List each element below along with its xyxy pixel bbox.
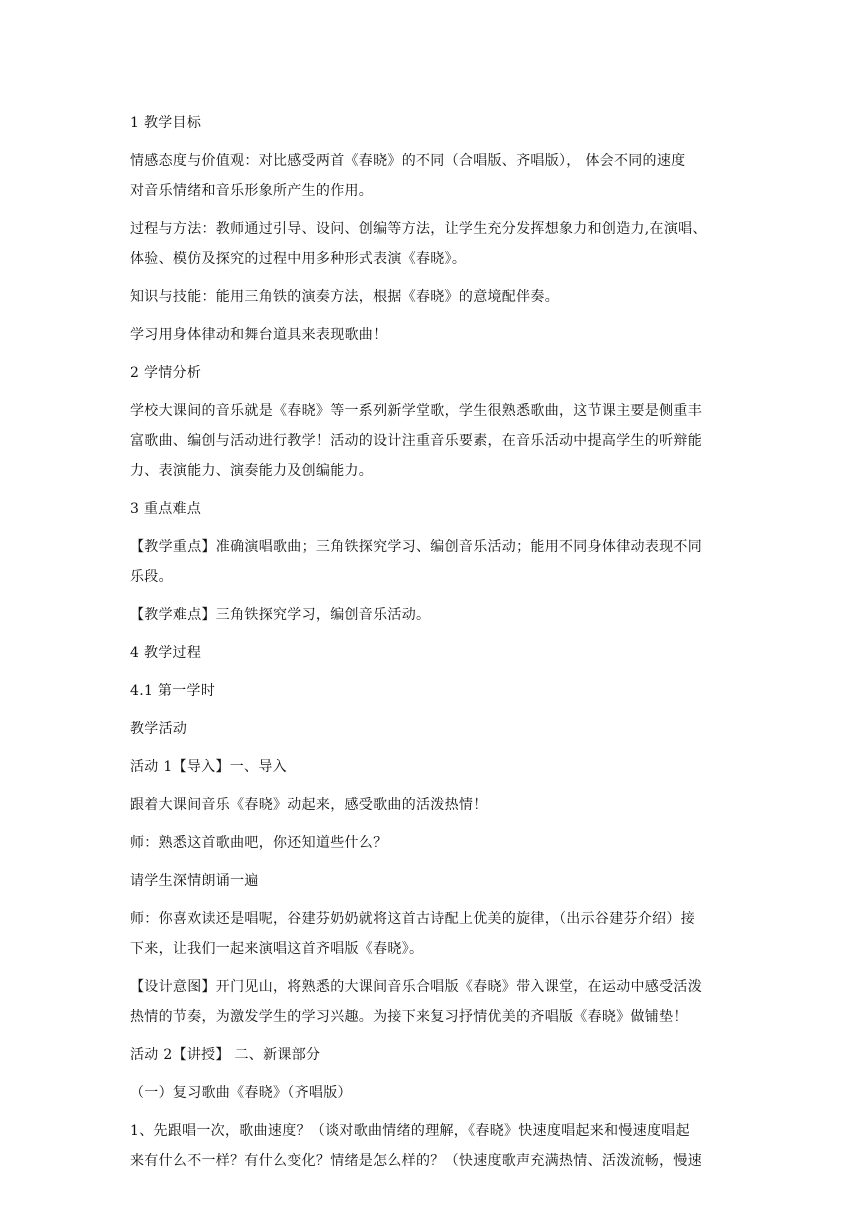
- text-line: 热情的节奏，为激发学生的学习兴趣。为接下来复习抒情优美的齐唱版《春晓》做铺垫！: [130, 1009, 688, 1025]
- text-line: 下来，让我们一起来演唱这首齐唱版《春晓》。: [130, 941, 424, 957]
- text-line: 体验、模仿及探究的过程中用多种形式表演《春晓》。: [130, 251, 467, 267]
- text-line: 【设计意图】开门见山，将熟悉的大课间音乐合唱版《春晓》带入课堂，在运动中感受活泼: [130, 979, 702, 995]
- text-line: 师：熟悉这首歌曲吧，你还知道些什么？: [130, 835, 388, 851]
- text-line: （一）复习歌曲《春晓》（齐唱版）: [130, 1085, 352, 1101]
- text-line: 师：你喜欢读还是唱呢，谷建芬奶奶就将这首古诗配上优美的旋律，（出示谷建芬介绍）接: [130, 911, 695, 927]
- text-line: 过程与方法：教师通过引导、设问、创编等方法，让学生充分发挥想象力和创造力,在演唱、: [130, 221, 707, 237]
- heading-first-lesson: 4.1 第一学时: [130, 683, 216, 699]
- text-line: 请学生深情朗诵一遍: [130, 873, 259, 889]
- text-line: 【教学重点】准确演唱歌曲；三角铁探究学习、编创音乐活动；能用不同身体律动表现不同: [130, 539, 702, 555]
- text-line: 教学活动: [130, 721, 188, 737]
- text-line: 情感态度与价值观：对比感受两首《春晓》的不同（合唱版、齐唱版）， 体会不同的速度: [130, 153, 686, 169]
- document-body: [130, 108, 730, 1176]
- heading-student-analysis: 2 学情分析: [130, 365, 202, 381]
- text-line: 活动 2【讲授】 二、新课部分: [130, 1047, 321, 1063]
- heading-key-points: 3 重点难点: [130, 501, 202, 517]
- text-line: 活动 1【导入】一、导入: [130, 759, 287, 775]
- text-line: 【教学难点】三角铁探究学习，编创音乐活动。: [130, 607, 431, 623]
- text-line: 学习用身体律动和舞台道具来表现歌曲！: [130, 327, 388, 343]
- text-line: 1、先跟唱一次，歌曲速度？（谈对歌曲情绪的理解，《春晓》快速度唱起来和慢速度唱起: [130, 1123, 690, 1139]
- text-line: 来有什么不一样？有什么变化？情绪是怎么样的？（快速度歌声充满热情、活泼流畅，慢速: [130, 1153, 702, 1169]
- heading-teaching-process: 4 教学过程: [130, 645, 202, 661]
- text-line: 富歌曲、编创与活动进行教学！活动的设计注重音乐要素，在音乐活动中提高学生的听辩能: [130, 433, 702, 449]
- text-line: 知识与技能：能用三角铁的演奏方法，根据《春晓》的意境配伴奏。: [130, 289, 559, 305]
- text-line: 力、表演能力、演奏能力及创编能力。: [130, 463, 374, 479]
- heading-teaching-goals: 1 教学目标: [130, 115, 202, 131]
- text-line: 学校大课间的音乐就是《春晓》等一系列新学堂歌，学生很熟悉歌曲，这节课主要是侧重丰: [130, 403, 702, 419]
- text-line: 对音乐情绪和音乐形象所产生的作用。: [130, 183, 374, 199]
- text-line: 乐段。: [130, 569, 173, 585]
- text-line: 跟着大课间音乐《春晓》动起来，感受歌曲的活泼热情！: [130, 797, 488, 813]
